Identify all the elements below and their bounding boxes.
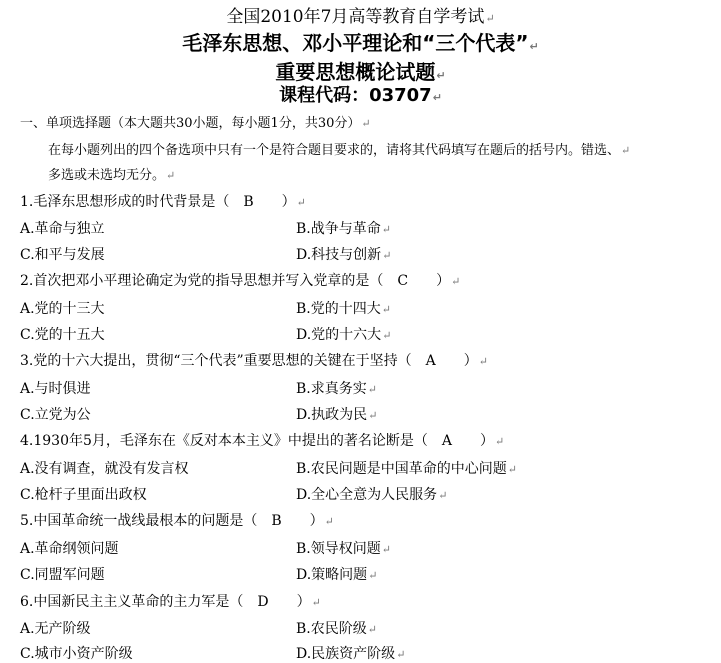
instruction-line2: 多选或未选均无分。↵ (48, 168, 176, 183)
exam-title-line2: 毛泽东思想、邓小平理论和“三个代表”↵ (182, 31, 539, 55)
option-6a: A.无产阶级 (20, 621, 91, 637)
option-4a: A.没有调查，就没有发言权 (20, 461, 189, 477)
option-4d: D.全心全意为人民服务↵ (296, 487, 448, 503)
instruction-line1: 在每小题列出的四个备选项中只有一个是符合题目要求的，请将其代码填写在题后的括号内。错选、↵ (48, 143, 631, 158)
return-mark: ↵ (451, 275, 461, 288)
option-6d: D.民族资产阶级↵ (296, 646, 406, 662)
return-mark: ↵ (311, 596, 321, 609)
return-mark: ↵ (368, 409, 378, 422)
return-mark: ↵ (436, 69, 446, 82)
return-mark: ↵ (382, 329, 392, 342)
return-mark: ↵ (296, 196, 306, 209)
return-mark: ↵ (361, 117, 371, 130)
question-stem-2: 2.首次把邓小平理论确定为党的指导思想并写入党章的是（ C ）↵ (20, 273, 461, 289)
return-mark: ↵ (396, 648, 406, 661)
option-5a: A.革命纲领问题 (20, 541, 119, 557)
question-stem-4: 4.1930年5月，毛泽东在《反对本本主义》中提出的著名论断是（ A ）↵ (20, 433, 505, 449)
question-stem-6: 6.中国新民主主义革命的主力军是（ D ）↵ (20, 594, 321, 610)
option-5b: B.领导权问题↵ (296, 541, 391, 557)
option-1b: B.战争与革命↵ (296, 221, 391, 237)
return-mark: ↵ (324, 515, 334, 528)
return-mark: ↵ (367, 383, 377, 396)
option-6b: B.农民阶级↵ (296, 621, 377, 637)
return-mark: ↵ (495, 435, 505, 448)
option-1d: D.科技与创新↵ (296, 247, 392, 263)
return-mark: ↵ (507, 463, 517, 476)
option-3b: B.求真务实↵ (296, 381, 377, 397)
exam-title-line1: 全国2010年7月高等教育自学考试↵ (226, 7, 495, 27)
option-6c: C.城市小资产阶级 (20, 646, 133, 662)
option-1c: C.和平与发展 (20, 247, 105, 263)
option-2b: B.党的十四大↵ (296, 301, 391, 317)
option-5c: C.同盟军问题 (20, 567, 105, 583)
option-1a: A.革命与独立 (20, 221, 105, 237)
return-mark: ↵ (166, 169, 176, 182)
return-mark: ↵ (381, 303, 391, 316)
question-stem-5: 5.中国革命统一战线最根本的问题是（ B ）↵ (20, 513, 334, 529)
return-mark: ↵ (529, 40, 539, 53)
option-4c: C.枪杆子里面出政权 (20, 487, 147, 503)
return-mark: ↵ (381, 543, 391, 556)
option-4b: B.农民问题是中国革命的中心问题↵ (296, 461, 517, 477)
return-mark: ↵ (621, 144, 631, 157)
option-2a: A.党的十三大 (20, 301, 105, 317)
option-2d: D.党的十六大↵ (296, 327, 392, 343)
return-mark: ↵ (381, 223, 391, 236)
course-code: 课程代码：03707↵ (279, 85, 442, 106)
question-stem-1: 1.毛泽东思想形成的时代背景是（ B ）↵ (20, 194, 306, 210)
exam-title-line3: 重要思想概论试题↵ (275, 60, 446, 84)
return-mark: ↵ (438, 489, 448, 502)
return-mark: ↵ (382, 249, 392, 262)
option-3a: A.与时俱进 (20, 381, 91, 397)
option-2c: C.党的十五大 (20, 327, 105, 343)
return-mark: ↵ (432, 91, 442, 104)
option-3d: D.执政为民↵ (296, 407, 378, 423)
section-heading: 一、单项选择题（本大题共30小题，每小题1分，共30分）↵ (20, 116, 371, 131)
return-mark: ↵ (367, 623, 377, 636)
option-5d: D.策略问题↵ (296, 567, 378, 583)
question-stem-3: 3.党的十六大提出，贯彻“三个代表”重要思想的关键在于坚持（ A ）↵ (20, 353, 488, 369)
return-mark: ↵ (368, 569, 378, 582)
return-mark: ↵ (478, 355, 488, 368)
return-mark: ↵ (485, 12, 495, 25)
option-3c: C.立党为公 (20, 407, 91, 423)
